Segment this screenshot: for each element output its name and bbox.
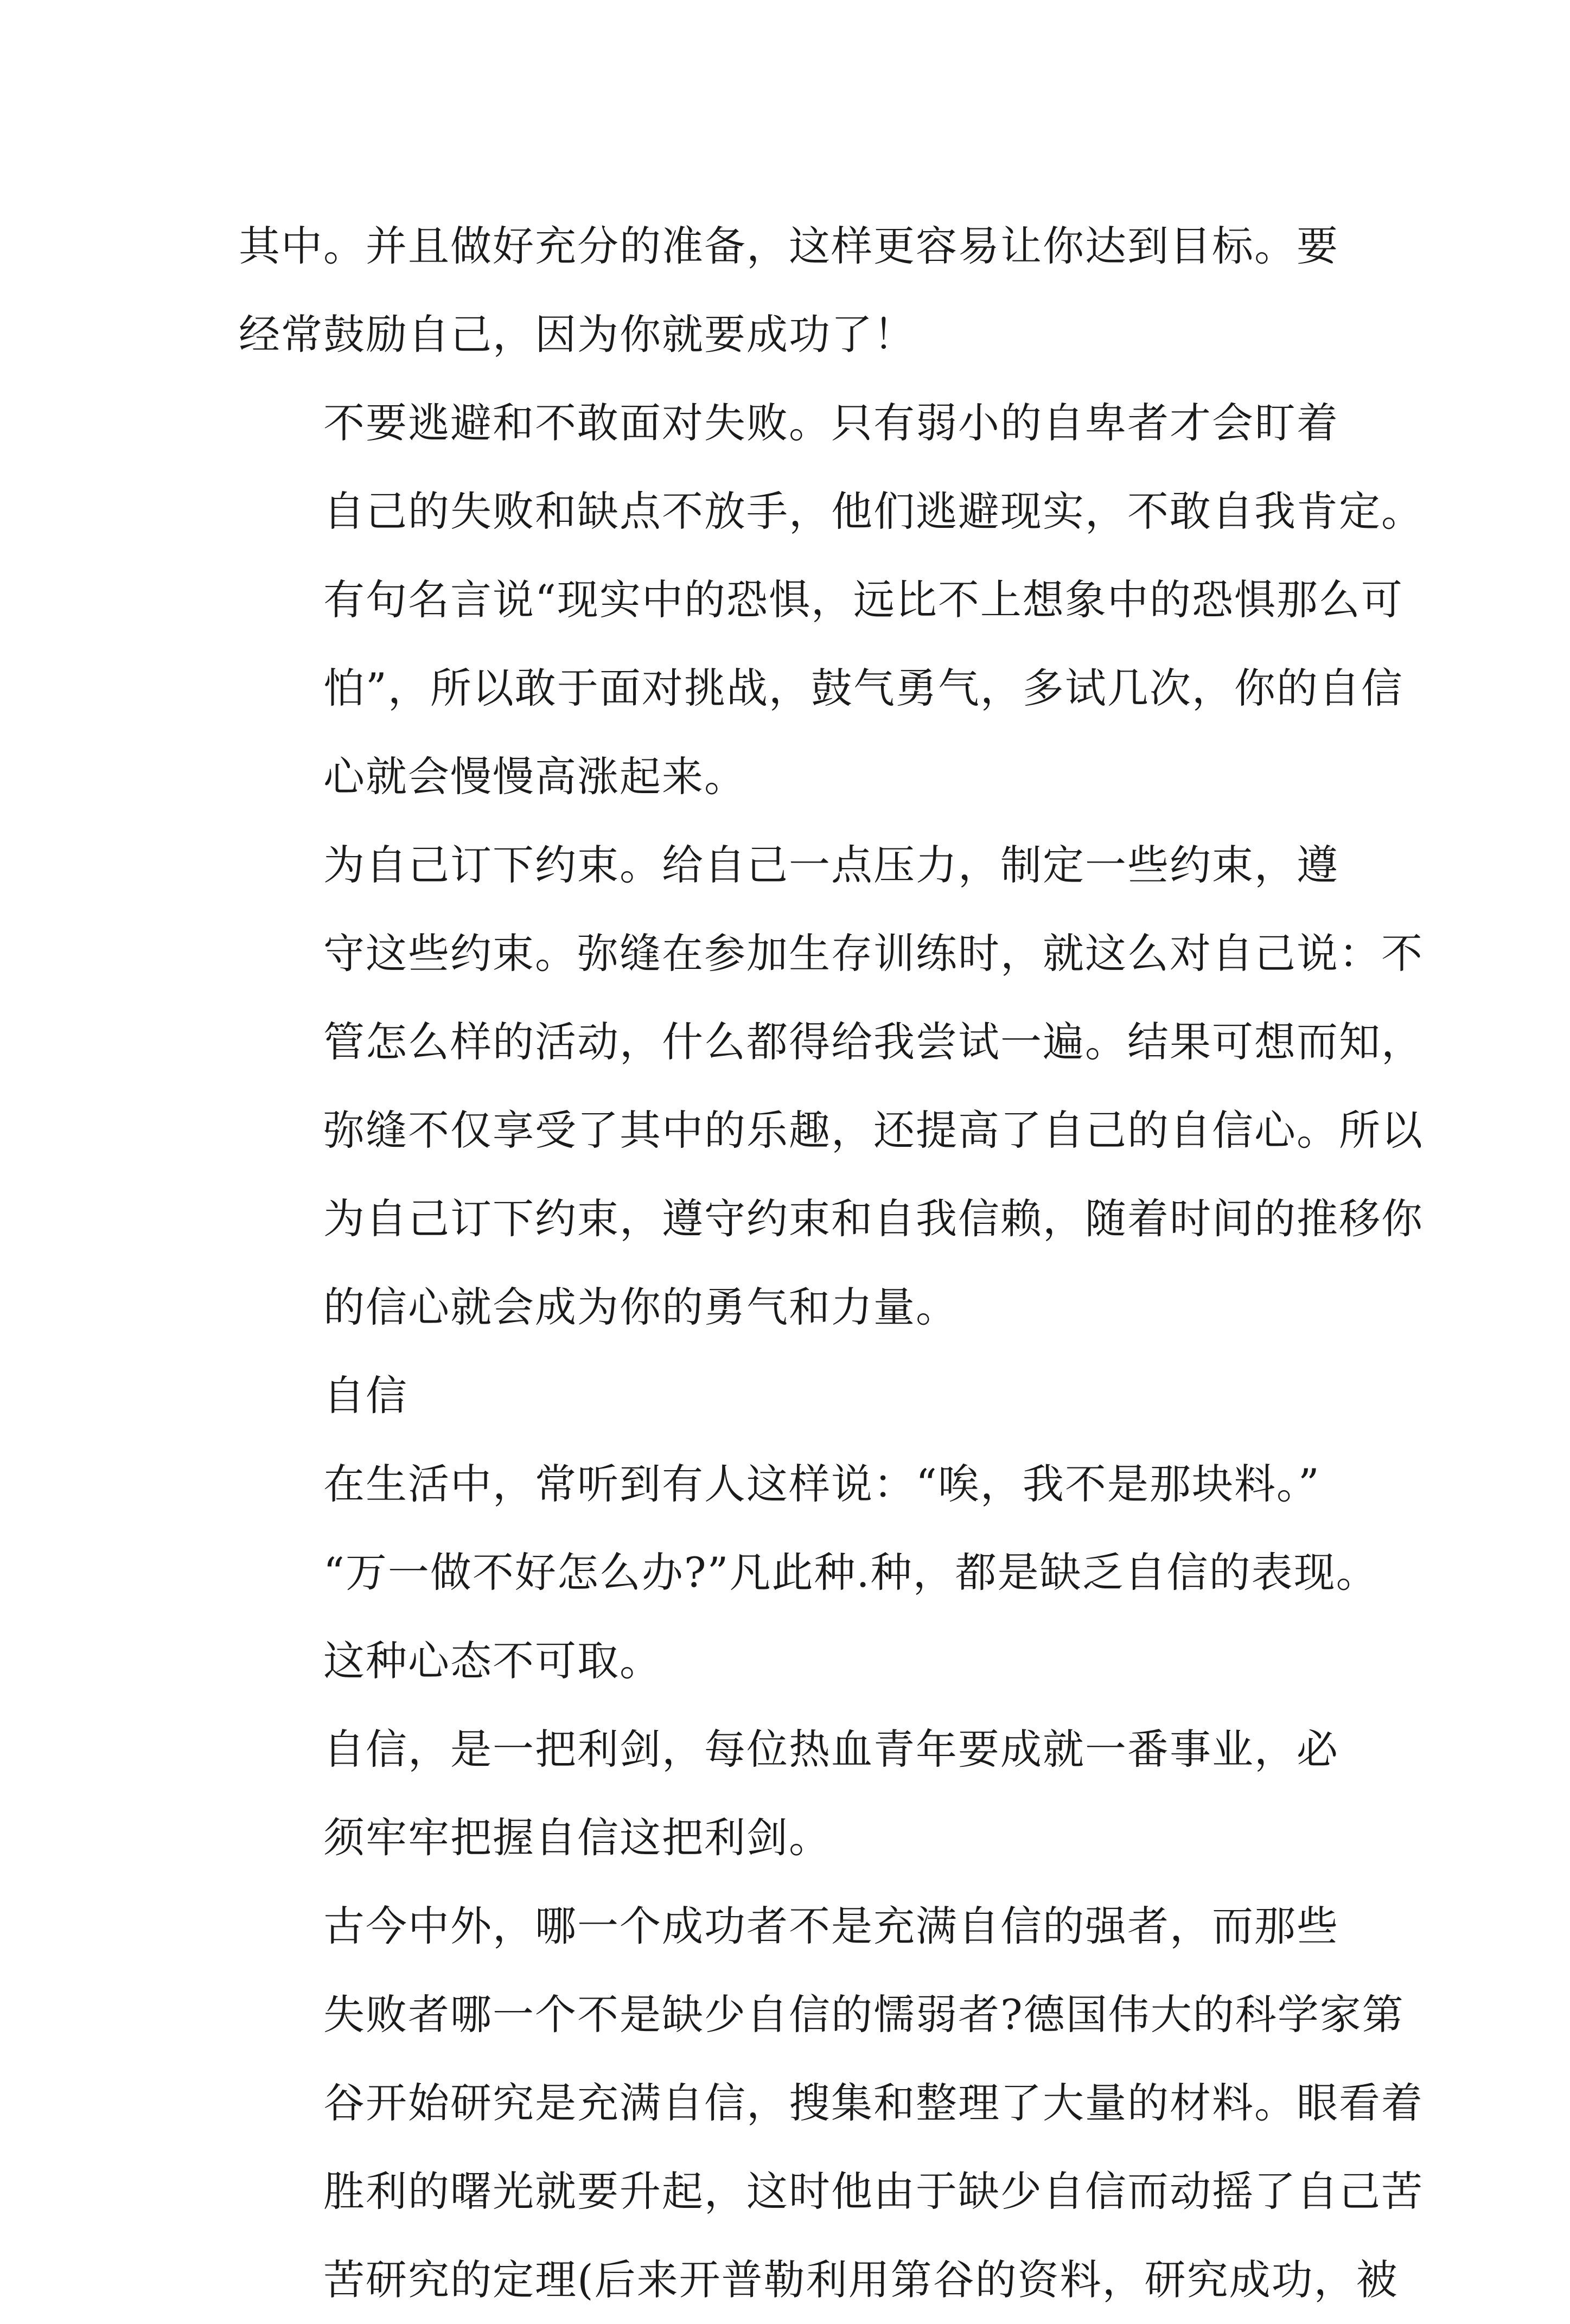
text-line: 须牢牢把握自信这把利剑。 [323,1814,831,1862]
text-line: 失败者哪一个不是缺少自信的懦弱者?德国伟大的科学家第 [323,1990,1405,2039]
text-line: 自信，是一把利剑，每位热血青年要成就一番事业，必 [323,1725,1339,1773]
paragraph [239,379,1424,821]
text-line: 心就会慢慢高涨起来。 [323,752,746,801]
text-line: 的信心就会成为你的勇气和力量。 [323,1283,958,1331]
paragraph [239,1705,1345,1882]
text-line: 怕”，所以敢于面对挑战，鼓气勇气，多试几次，你的自信 [323,664,1403,712]
text-line: “万一做不好怎么办?”凡此种.种，都是缺乏自信的表现。 [323,1548,1378,1597]
text-line: 为自己订下约束，遵守约束和自我信赖，随着时间的推移你 [323,1195,1424,1243]
text-line: 守这些约束。弥缝在参加生存训练时，就这么对自己说：不 [323,929,1424,978]
text-line: 古今中外，哪一个成功者不是充满自信的强者，而那些 [323,1902,1339,1950]
paragraph [239,821,1424,1351]
text-line: 弥缝不仅享受了其中的乐趣，还提高了自己的自信心。所以 [323,1106,1424,1154]
text-line: 苦研究的定理(后来开普勒利用第谷的资料，研究成功，被 [323,2256,1399,2304]
paragraph [239,1351,1345,1440]
paragraph [239,202,1345,379]
paragraph [239,1882,1424,2324]
text-line: 有句名言说“现实中的恐惧，远比不上想象中的恐惧那么可 [323,576,1403,624]
text-line: 经常鼓励自己，因为你就要成功了！ [239,310,916,359]
document-body [239,202,1424,2324]
text-line: 这种心态不可取。 [323,1637,662,1685]
text-line: 不要逃避和不敢面对失败。只有弱小的自卑者才会盯着 [323,399,1339,447]
text-line: 在生活中，常听到有人这样说：“唉，我不是那块料。” [323,1460,1320,1508]
text-line: 胜利的曙光就要升起，这时他由于缺少自信而动摇了自己苦 [323,2167,1424,2216]
text-line: 谷开始研究是充满自信，搜集和整理了大量的材料。眼看着 [323,2079,1424,2127]
text-line: 自己的失败和缺点不放手，他们逃避现实，不敢自我肯定。 [323,487,1424,535]
paragraph [239,1440,1378,1705]
text-line: 管怎么样的活动，什么都得给我尝试一遍。结果可想而知， [323,1018,1424,1066]
text-line: 其中。并且做好充分的准备，这样更容易让你达到目标。要 [239,222,1339,270]
text-line: 为自己订下约束。给自己一点压力，制定一些约束，遵 [323,841,1339,889]
text-line: 自信 [323,1371,408,1420]
